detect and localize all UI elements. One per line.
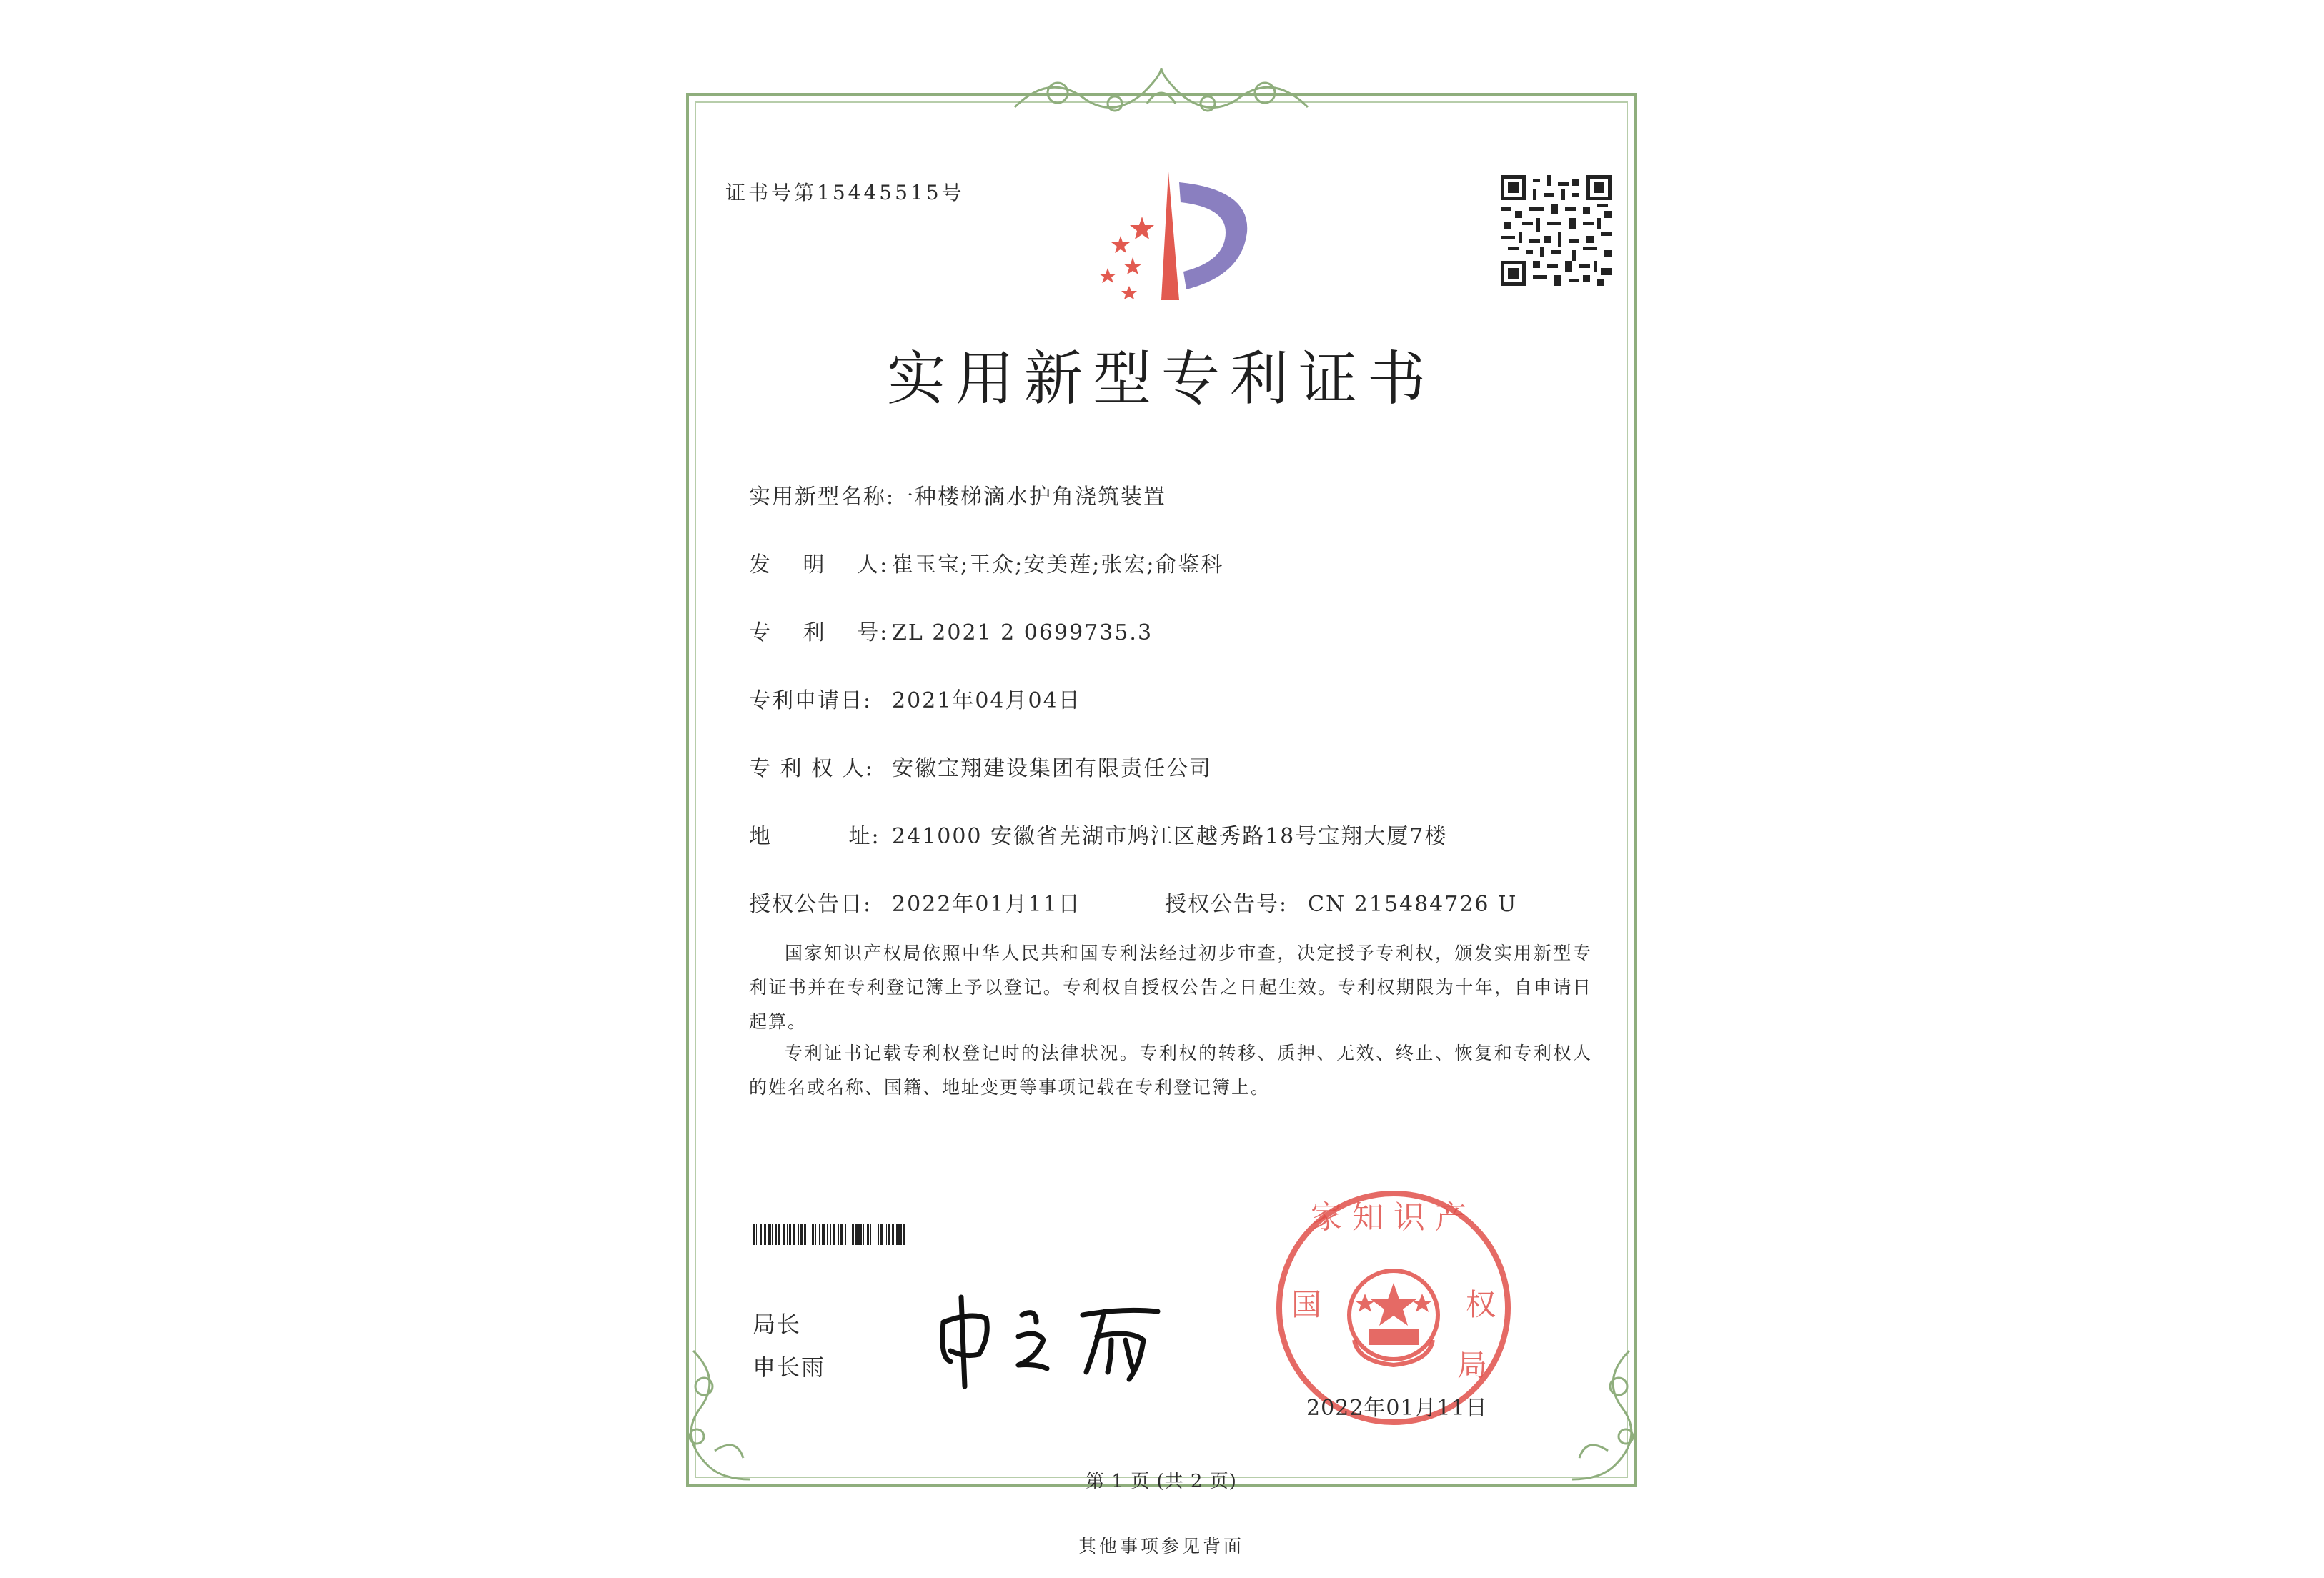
patentee-value: 安徽宝翔建设集团有限责任公司 bbox=[892, 756, 1212, 781]
qr-code bbox=[1501, 175, 1612, 286]
right-ornament bbox=[1565, 1344, 1651, 1487]
barcode bbox=[753, 1224, 1038, 1245]
page-number: 第 1 页 (共 2 页) bbox=[1086, 1471, 1237, 1492]
field-patent-number bbox=[749, 615, 1153, 646]
seal-date: 2022年01月11日 bbox=[1306, 1396, 1488, 1421]
grant-date-value: 2022年01月11日 bbox=[892, 892, 1081, 917]
grant-date-label: 授权公告日: bbox=[749, 892, 873, 917]
grant-number-label: 授权公告号: bbox=[1165, 892, 1288, 917]
signatory-name: 申长雨 bbox=[753, 1354, 826, 1381]
name-value: 一种楼梯滴水护角浇筑装置 bbox=[892, 485, 1166, 510]
paragraph-grant-statement: 国家知识产权局依照中华人民共和国专利法经过初步审查，决定授予专利权，颁发实用新型专利证书并在专利登记簿上予以登记。专利权自授权公告之日起生效。专利权期限为十年，自申请日起算。 bbox=[749, 943, 1592, 1032]
patent-number-value: ZL 2021 2 0699735.3 bbox=[892, 620, 1153, 645]
paragraph-legal-status: 专利证书记载专利权登记时的法律状况。专利权的转移、质押、无效、终止、恢复和专利权人的姓名或名称、国籍、地址变更等事项记载在专利登记簿上。 bbox=[749, 1043, 1592, 1098]
patent-office-logo bbox=[1079, 168, 1265, 304]
certificate-title: 实用新型专利证书 bbox=[886, 345, 1436, 413]
field-patentee bbox=[749, 750, 1212, 782]
top-ornament bbox=[1008, 64, 1315, 121]
left-ornament bbox=[672, 1344, 758, 1487]
inventor-value: 崔玉宝;王众;安美莲;张宏;俞鉴科 bbox=[892, 552, 1224, 577]
signatory-title: 局长 bbox=[753, 1311, 802, 1338]
field-inventor bbox=[749, 547, 1223, 578]
certificate-number: 证书号第15445515号 bbox=[725, 181, 965, 204]
field-grant-date bbox=[749, 886, 1081, 918]
field-address bbox=[749, 818, 1447, 850]
address-label: 地 址: bbox=[749, 824, 880, 849]
filing-date-value: 2021年04月04日 bbox=[892, 688, 1081, 713]
svg-text:局: 局 bbox=[1456, 1348, 1488, 1383]
svg-text:国: 国 bbox=[1291, 1287, 1322, 1322]
inventor-label: 发 明 人: bbox=[749, 552, 889, 577]
address-value: 241000 安徽省芜湖市鸠江区越秀路18号宝翔大厦7楼 bbox=[892, 824, 1448, 849]
filing-date-label: 专利申请日: bbox=[749, 688, 873, 713]
svg-text:家知识产: 家知识产 bbox=[1311, 1199, 1476, 1236]
field-grant-number bbox=[1165, 886, 1517, 918]
field-utility-model-name bbox=[749, 479, 1166, 510]
patent-number-label: 专 利 号: bbox=[749, 620, 889, 645]
footer-note: 其他事项参见背面 bbox=[1078, 1536, 1244, 1557]
name-label: 实用新型名称: bbox=[749, 485, 895, 510]
handwritten-signature bbox=[929, 1279, 1186, 1394]
grant-number-value: CN 215484726 U bbox=[1308, 892, 1518, 917]
barcode-bar bbox=[905, 1224, 907, 1245]
svg-text:权: 权 bbox=[1465, 1287, 1496, 1322]
field-filing-date bbox=[749, 683, 1081, 714]
patentee-label: 专 利 权 人: bbox=[749, 756, 874, 781]
